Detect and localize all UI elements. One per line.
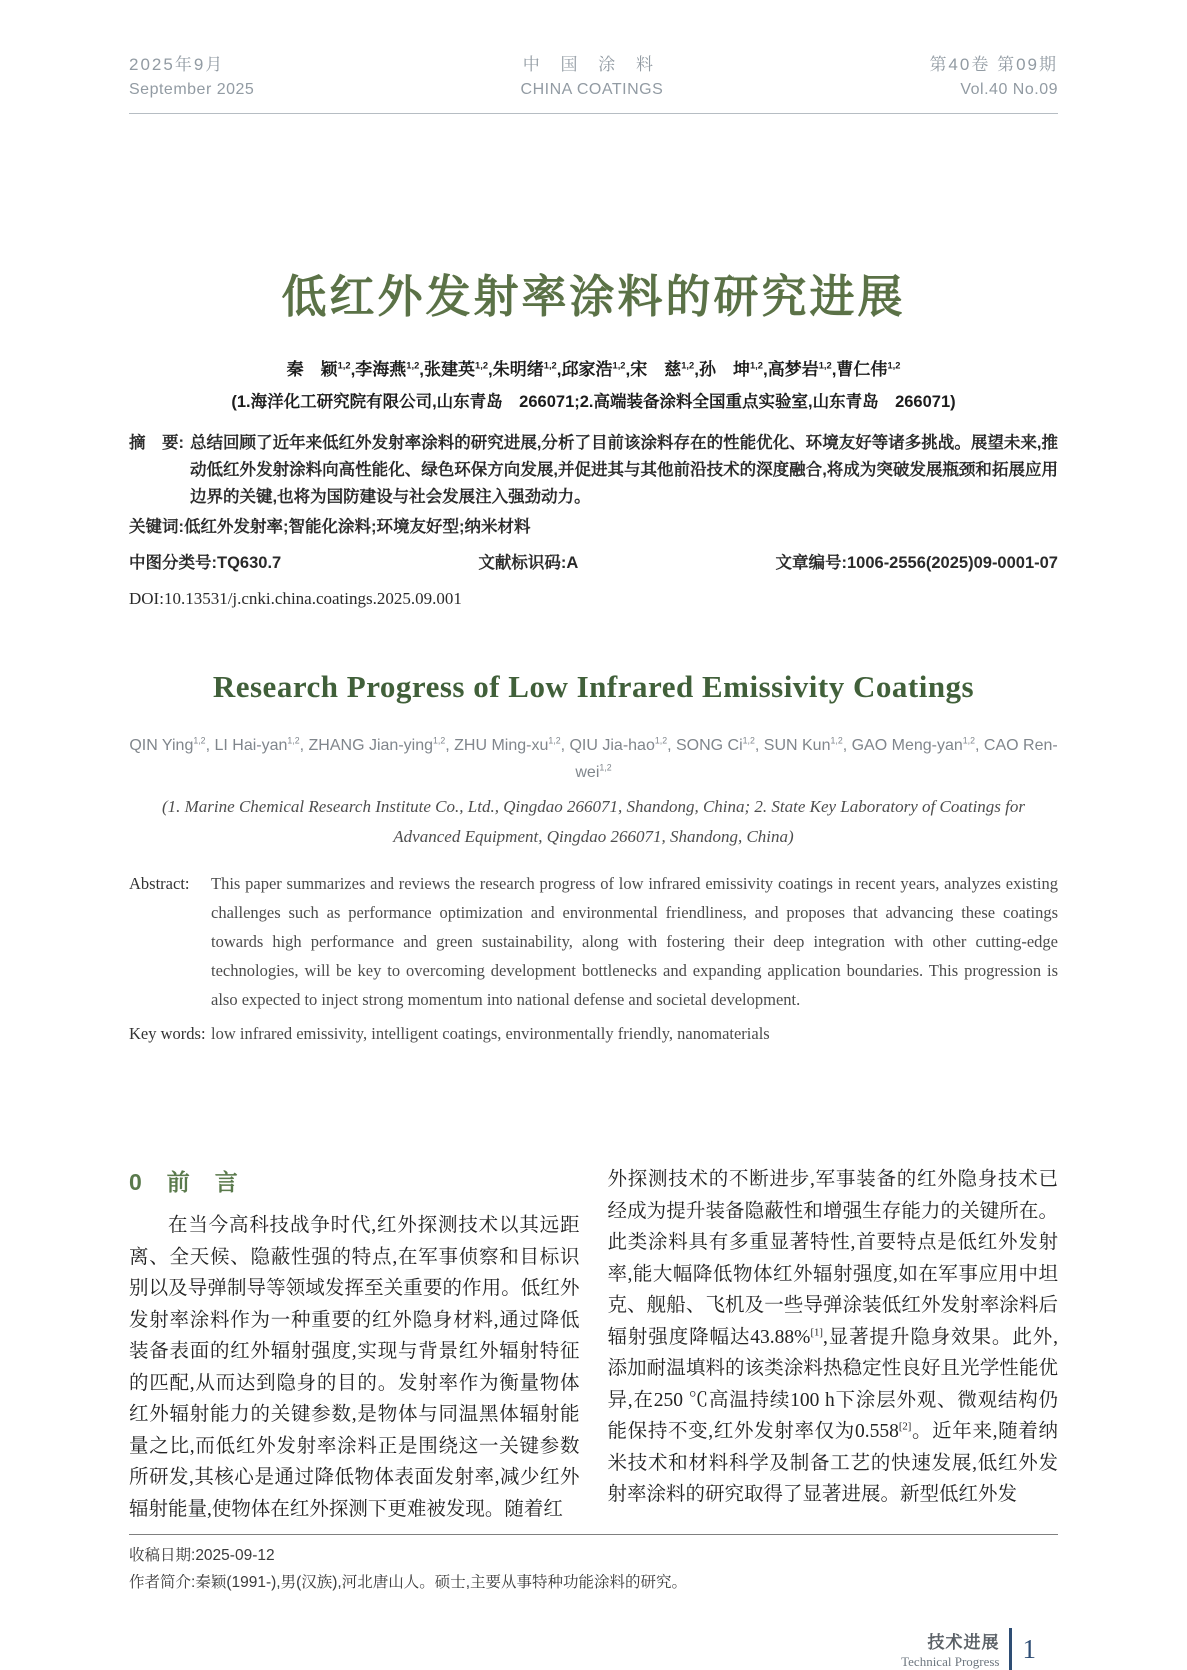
header-date (129, 52, 254, 103)
document-code: 文献标识码:A (478, 554, 579, 573)
page-number: 1 (1022, 1633, 1036, 1664)
footnotes (129, 1543, 1058, 1596)
header-journal-en: CHINA COATINGS (520, 81, 664, 99)
received-date: 收稿日期:2025-09-12 (129, 1547, 275, 1565)
article-title-cn: 低红外发射率涂料的研究进展 (281, 271, 906, 323)
header-volume (929, 52, 1058, 103)
affiliation-cn: (1.海洋化工研究院有限公司,山东青岛 266071;2.高端装备涂料全国重点实验室,山东青岛 266071) (231, 393, 956, 412)
body-paragraph-left: 在当今高科技战争时代,红外探测技术以其远距离、全天候、隐蔽性强的特点,在军事侦察和目标识别以及导弹制导等领域发挥至关重要的作用。低红外发射率涂料作为一种重要的红外隐身材料,通过降低装备表面的红外辐射强度,实现与背景红外辐射特征的匹配,从而达到隐身的目的。发射率作为衡量物体红外辐射能力的关键参数,是物体与同温黑体辐射能量之比,而低红外发射率涂料正是围绕这一关键参数所研发,其核心是通过降低物体表面发射率,减少红外辐射能量,使物体在红外探测下更难被发现。随着红 (129, 1215, 580, 1520)
clc-number: 中图分类号:TQ630.7 (129, 554, 282, 573)
abstract-en (129, 869, 1058, 1014)
header-journal-name (521, 52, 664, 103)
header-journal-cn: 中 国 涂 料 (522, 55, 661, 74)
article-title-en: Research Progress of Low Infrared Emissivity Coatings (212, 669, 975, 705)
article-id: 文章编号:1006-2556(2025)09-0001-07 (775, 554, 1058, 573)
section-heading: 0 前 言 (129, 1169, 239, 1196)
body-column-left (129, 1164, 580, 1525)
body-paragraph-right: 外探测技术的不断进步,军事装备的红外隐身技术已经成为提升装备隐蔽性和增强生存能力的关键所在。此类涂料具有多重显著特性,首要特点是低红外发射率,能大幅降低物体红外辐射强度,如在军事应用中坦克、舰船、飞机及一些导弹涂装低红外发射率涂料后辐射强度降幅达43.88%[1],显著提升隐身效果。此外,添加耐温填料的该类涂料热稳定性良好且光学性能优异,在250 ℃高温持续100 h下涂层外观、微观结构仍能保持不变,红外发射率仅为0.558[2]。近年来,随着纳米技术和材料科学及制备工艺的快速发展,低红外发射率涂料的研究取得了显著进展。新型低红外发 (607, 1169, 1058, 1506)
header-date-cn: 2025年9月 (129, 55, 225, 74)
column-name-cn: 技术进展 (927, 1633, 1000, 1653)
footnote-divider (129, 1534, 1058, 1535)
abstract-cn-label: 摘 要: (129, 434, 184, 453)
keywords-cn (129, 514, 1058, 541)
author-bio: 作者简介:秦颖(1991-),男(汉族),河北唐山人。硕士,主要从事特种功能涂料的研究。 (129, 1573, 688, 1591)
affiliation-en: (1. Marine Chemical Research Institute Co., Ltd., Qingdao 266071, Shandong, China; 2. State Key Laboratory of Coatings for Advanced Equipment, Qingdao 266071, Shandong, China) (161, 796, 1026, 846)
doi: DOI:10.13531/j.cnki.china.coatings.2025.09.001 (129, 589, 462, 609)
keywords-en-label: Key words: (129, 1024, 206, 1044)
body-columns (129, 1164, 1058, 1525)
column-name-en: Technical Progress (901, 1654, 1000, 1670)
keywords-en (129, 1019, 1058, 1048)
header-volume-en: Vol.40 No.09 (960, 81, 1058, 99)
keywords-cn-text: 低红外发射率;智能化涂料;环境友好型;纳米材料 (184, 518, 531, 537)
header-volume-cn: 第40卷 第09期 (929, 55, 1058, 74)
footer-divider-bar (1009, 1628, 1012, 1670)
journal-header (129, 52, 1058, 114)
authors-cn: 秦 颖$^{1,2}$,李海燕$^{1,2}$,张建英$^{1,2}$,朱明绪$^{1,2}$,邱家浩$^{1,2}$,宋 慈$^{1,2}$,孙 坤$^{1,2}$,高梦岩$^{1,2}$,曹仁伟$^{1,2}$ (286, 360, 901, 380)
abstract-cn (129, 430, 1058, 511)
article-meta-row (129, 549, 1058, 573)
body-column-right (608, 1164, 1059, 1525)
keywords-cn-label: 关键词: (129, 518, 184, 537)
header-date-en: September 2025 (129, 81, 255, 99)
abstract-en-label: Abstract: (129, 874, 190, 894)
keywords-en-text: low infrared emissivity, intelligent coatings, environmentally friendly, nanomaterials (211, 1024, 770, 1044)
abstract-en-text: This paper summarizes and reviews the research progress of low infrared emissivity coatings in recent years, analyzes existing challenges such as performance optimization and environmental friendliness, and proposes that advancing these coatings towards high performance and green sustainability, along with fostering their deep integration with other cutting-edge technologies, will be key to overcoming development bottlenecks and expanding application boundaries. This progression is also expected to inject strong momentum into national defense and societal development. (211, 874, 1058, 1010)
abstract-cn-text: 总结回顾了近年来低红外发射率涂料的研究进展,分析了目前该涂料存在的性能优化、环境友好等诸多挑战。展望未来,推动低红外发射涂料向高性能化、绿色环保方向发展,并促进其与其他前沿技术的深度融合,将成为突破发展瓶颈和拓展应用边界的关键,也将为国防建设与社会发展注入强劲动力。 (190, 434, 1058, 507)
column-name (901, 1628, 999, 1670)
authors-en: QIN Ying$^{1,2}$, LI Hai-yan$^{1,2}$, ZHANG Jian-ying$^{1,2}$, ZHU Ming-xu$^{1,2}$, QIU Jia-hao$^{1,2}$, SONG Ci$^{1,2}$, SUN Kun$^{1,2}$, GAO Meng-yan$^{1,2}$, CAO Ren-wei$^{1,2}$ (129, 735, 1058, 781)
page-footer (129, 1628, 1058, 1670)
